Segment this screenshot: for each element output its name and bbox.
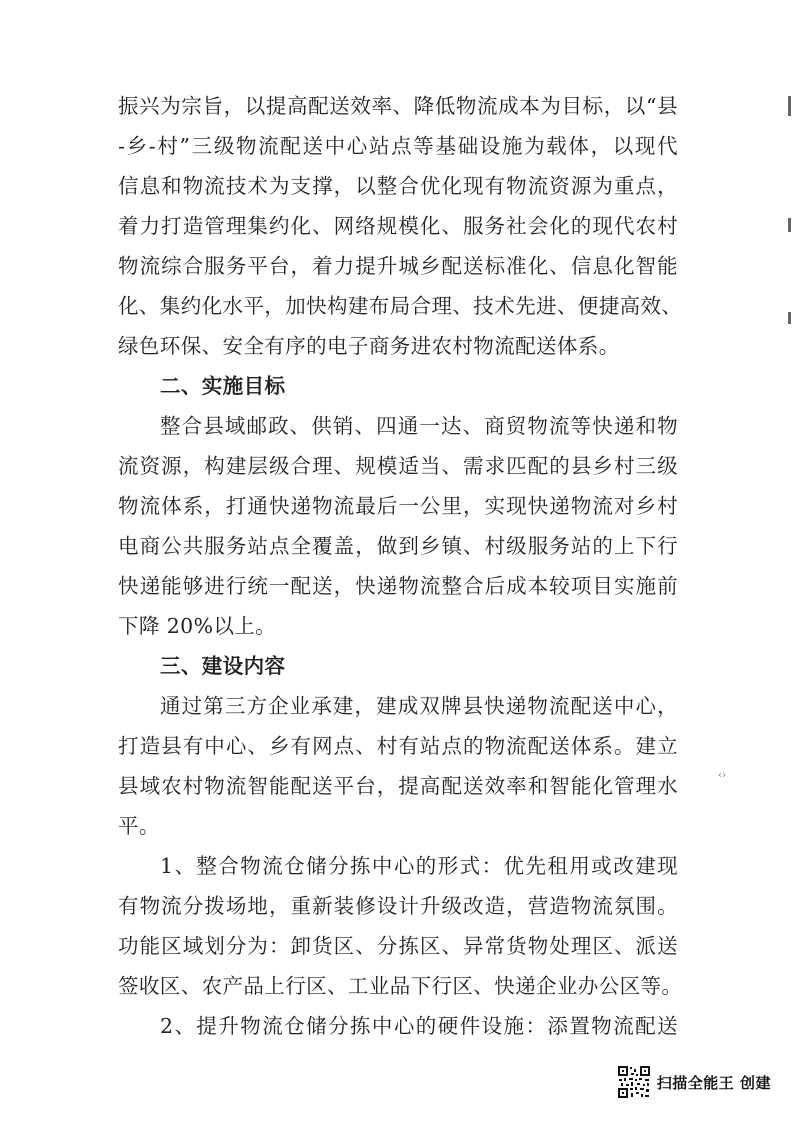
paragraph-line: 签收区、农产品上行区、工业品下行区、快递企业办公区等。 bbox=[118, 974, 683, 998]
paragraph-line: 物流体系，打通快递物流最后一公里，实现快递物流对乡村 bbox=[118, 494, 678, 518]
section-heading: 二、实施目标 bbox=[160, 374, 286, 398]
paragraph-line: 通过第三方企业承建，建成双牌县快递物流配送中心， bbox=[160, 694, 678, 718]
paragraph-line: 电商公共服务站点全覆盖，做到乡镇、村级服务站的上下行 bbox=[118, 534, 678, 558]
paragraph-line: -乡-村”三级物流配送中心站点等基础设施为载体，以现代 bbox=[118, 134, 678, 158]
section-heading: 三、建设内容 bbox=[160, 654, 286, 678]
scanner-watermark bbox=[617, 1064, 771, 1100]
document-body bbox=[118, 86, 683, 1046]
paragraph-line: 下降 20%以上。 bbox=[118, 614, 277, 638]
paragraph-line: 县域农村物流智能配送平台，提高配送效率和智能化管理水 bbox=[118, 774, 678, 798]
paragraph-line: 1、整合物流仓储分拣中心的形式：优先租用或改建现 bbox=[160, 854, 678, 878]
paragraph-line: 功能区域划分为：卸货区、分拣区、异常货物处理区、派送 bbox=[118, 934, 678, 958]
paragraph-line: 化、集约化水平，加快构建布局合理、技术先进、便捷高效、 bbox=[118, 294, 683, 318]
paragraph-line: 快递能够进行统一配送，快递物流整合后成本较项目实施前 bbox=[118, 574, 678, 598]
paragraph-line: 流资源，构建层级合理、规模适当、需求匹配的县乡村三级 bbox=[118, 454, 678, 478]
scan-edge-mark bbox=[788, 218, 791, 232]
paragraph-line: 有物流分拨场地，重新装修设计升级改造，营造物流氛围。 bbox=[118, 894, 678, 918]
watermark-label: 扫描全能王 创建 bbox=[656, 1073, 771, 1092]
paragraph-line: 2、提升物流仓储分拣中心的硬件设施：添置物流配送 bbox=[160, 1014, 678, 1038]
paragraph-line: 打造县有中心、乡有网点、村有站点的物流配送体系。建立 bbox=[118, 734, 678, 758]
scan-edge-mark bbox=[788, 96, 791, 116]
paragraph-line: 整合县域邮政、供销、四通一达、商贸物流等快递和物 bbox=[160, 414, 678, 438]
paragraph-line: 绿色环保、安全有序的电子商务进农村物流配送体系。 bbox=[118, 334, 620, 358]
qr-code-icon bbox=[617, 1065, 651, 1099]
paragraph-line: 着力打造管理集约化、网络规模化、服务社会化的现代农村 bbox=[118, 214, 678, 238]
scan-speck: ‹› bbox=[718, 770, 726, 781]
paragraph-line: 平。 bbox=[118, 814, 160, 838]
paragraph-line: 振兴为宗旨，以提高配送效率、降低物流成本为目标，以“县 bbox=[118, 94, 678, 118]
paragraph-line: 信息和物流技术为支撑，以整合优化现有物流资源为重点， bbox=[118, 174, 678, 198]
paragraph-line: 物流综合服务平台，着力提升城乡配送标准化、信息化智能 bbox=[118, 254, 678, 278]
scan-edge-mark bbox=[788, 312, 791, 324]
